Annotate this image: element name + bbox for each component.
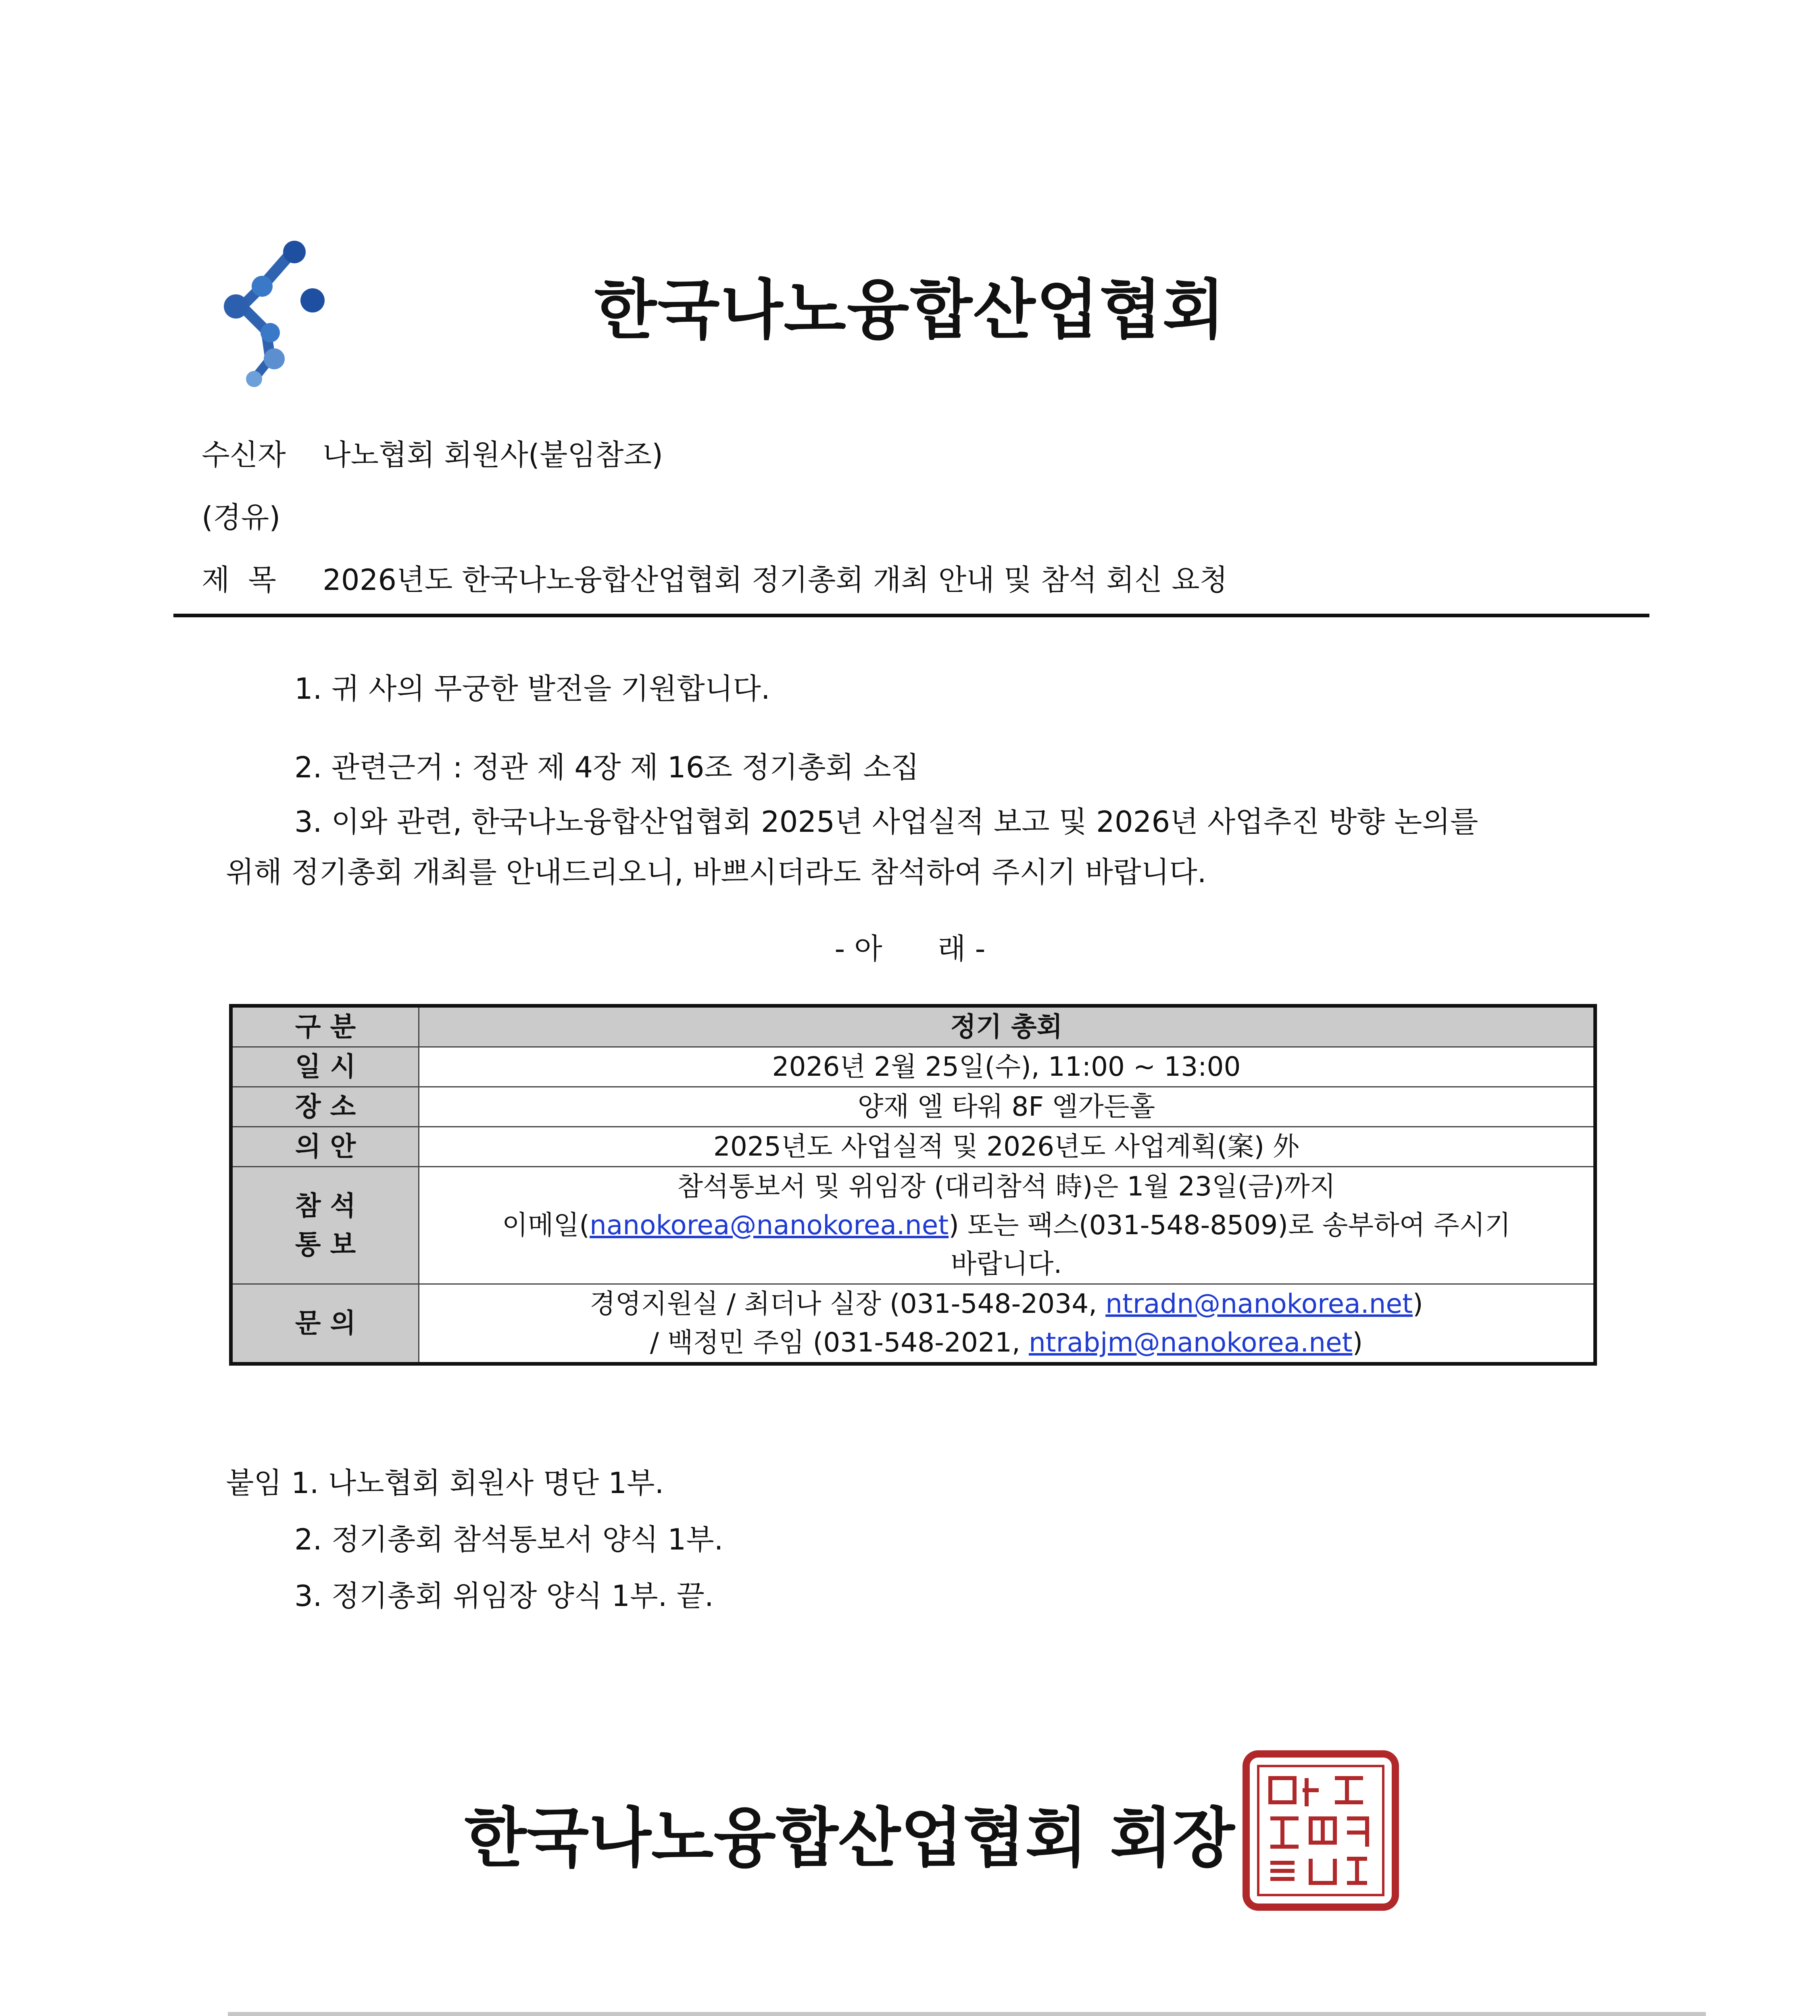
table-row [231, 1006, 1595, 1047]
notice-line-3: 바랍니다. [951, 1248, 1062, 1279]
attachment-3: 3. 정기총회 위임장 양식 1부. 끝. [294, 1579, 714, 1613]
paragraph-1: 1. 귀 사의 무궁한 발전을 기원합니다. [294, 672, 770, 706]
notice-email-link[interactable]: nanokorea@nanokorea.net [590, 1210, 949, 1241]
agenda-value: 2025년도 사업실적 및 2026년도 사업계획(案) 外 [419, 1127, 1595, 1167]
table-head-value: 정기 총회 [419, 1006, 1595, 1047]
attachment-2: 2. 정기총회 참석통보서 양식 1부. [294, 1522, 723, 1556]
table-row [231, 1047, 1595, 1087]
paragraph-2: 2. 관련근거 : 정관 제 4장 제 16조 정기총회 소집 [294, 750, 919, 784]
org-title: 한국나노융합산업협회 [594, 272, 1226, 348]
table-row [231, 1127, 1595, 1167]
table-head-label: 구 분 [231, 1006, 419, 1047]
recipient-value: 나노협회 회원사(붙임참조) [323, 438, 663, 472]
agenda-label: 의 안 [231, 1127, 419, 1167]
notice-label-line-1: 참 석 [295, 1190, 356, 1221]
place-value: 양재 엘 타워 8F 엘가든홀 [419, 1087, 1595, 1127]
contact-email-2-link[interactable]: ntrabjm@nanokorea.net [1028, 1327, 1353, 1358]
notice-line-2-prefix: 이메일( [502, 1210, 590, 1241]
contact-line-2-prefix: / 백정민 주임 (031-548-2021, [650, 1327, 1029, 1358]
notice-line-2 [427, 1206, 1585, 1245]
footer-band [228, 2012, 1706, 2016]
notice-line-1: 참석통보서 및 위임장 (대리참석 時)은 1월 23일(금)까지 [677, 1171, 1336, 1202]
contact-line-1-suffix: ) [1413, 1288, 1423, 1319]
signature-line: 한국나노융합산업협회 회장 [464, 1800, 1235, 1876]
contact-value [419, 1284, 1595, 1364]
contact-email-1-link[interactable]: ntradn@nanokorea.net [1105, 1288, 1413, 1319]
notice-label [231, 1167, 419, 1284]
date-value: 2026년 2월 25일(수), 11:00 ~ 13:00 [419, 1047, 1595, 1087]
arae-heading: - 아 래 - [834, 932, 986, 966]
notice-label-line-2: 통 보 [295, 1229, 356, 1260]
meeting-info-table [229, 1004, 1597, 1366]
official-seal-icon [1242, 1750, 1399, 1911]
paragraph-3-line-2: 위해 정기총회 개최를 안내드리오니, 바쁘시더라도 참석하여 주시기 바랍니다. [226, 855, 1207, 889]
subject-label: 제 목 [202, 563, 276, 597]
subject-value: 2026년도 한국나노융합산업협회 정기총회 개최 안내 및 참석 회신 요청 [323, 563, 1228, 597]
attachment-1: 붙임 1. 나노협회 회원사 명단 1부. [226, 1466, 664, 1500]
table-row [231, 1284, 1595, 1364]
contact-line-2-suffix: ) [1352, 1327, 1363, 1358]
notice-line-2-suffix: ) 또는 팩스(031-548-8509)로 송부하여 주시기 [949, 1210, 1511, 1241]
contact-line-1 [427, 1285, 1585, 1323]
place-label: 장 소 [231, 1087, 419, 1127]
date-label: 일 시 [231, 1047, 419, 1087]
contact-line-1-prefix: 경영지원실 / 최더나 실장 (031-548-2034, [590, 1288, 1106, 1319]
recipient-label: 수신자 [202, 438, 286, 472]
via-line: (경유) [202, 500, 281, 534]
table-row [231, 1087, 1595, 1127]
paragraph-3-line-1: 3. 이와 관련, 한국나노융합산업협회 2025년 사업실적 보고 및 2026년 사업추진 방향 논의를 [294, 805, 1478, 839]
contact-label: 문 의 [231, 1284, 419, 1364]
contact-line-2 [427, 1323, 1585, 1362]
table-row [231, 1167, 1595, 1284]
notice-value [419, 1167, 1595, 1284]
header-divider [173, 614, 1649, 617]
